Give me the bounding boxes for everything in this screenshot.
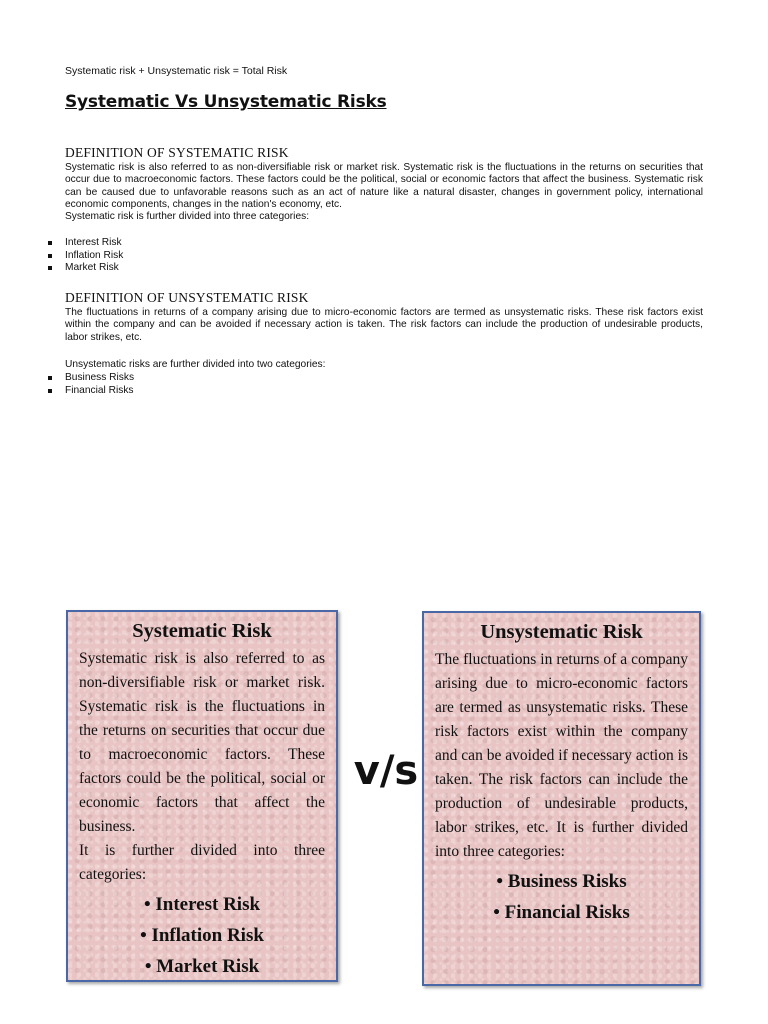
unsystematic-divided-text: Unsystematic risks are further divided into two categories: [65, 359, 326, 370]
list-item: • Business Risks [496, 871, 627, 892]
bullet-icon [48, 389, 52, 393]
bullet-icon [48, 376, 52, 380]
unsystematic-box-title: Unsystematic Risk [480, 621, 643, 643]
bullet-icon [48, 254, 52, 258]
unsystematic-box-list [435, 866, 688, 928]
unsystematic-box-body: The fluctuations in returns of a company arising due to micro-economic factors are termed as unsystematic risks. These risk factors exist within the company and can be avoided if necessary action is taken. The risk factors can include the production of undesirable products, labor strikes, etc. It is further divided into three categories: [435, 651, 688, 860]
systematic-paragraph: Systematic risk is also referred to as non-diversifiable risk or market risk. Systematic risk is the fluctuations in the returns on securities that occur due to macroeconomic factors. These factors could be the political, social or economic factors that affect the business. Systematic risk can be caused due to unfavorable reasons such as an act of nature like a natural disaster, changes in government policy, international economic components, changes in the nation's economy, etc. [65, 162, 703, 211]
list-item-label: Interest Risk [65, 237, 122, 248]
systematic-risk-box [66, 610, 338, 982]
page-title: Systematic Vs Unsystematic Risks [65, 92, 387, 112]
list-item-label: Business Risks [65, 372, 135, 383]
list-item [48, 372, 134, 385]
systematic-heading: DEFINITION OF SYSTEMATIC RISK [65, 145, 289, 160]
total-risk-formula: Systematic risk + Unsystematic risk = Total Risk [65, 65, 288, 77]
unsystematic-category-list [48, 372, 134, 397]
unsystematic-heading: DEFINITION OF UNSYSTEMATIC RISK [65, 290, 309, 305]
list-item: • Interest Risk [143, 894, 261, 915]
systematic-box-list [79, 889, 325, 982]
list-item [48, 250, 123, 263]
list-item-label: Financial Risks [65, 384, 134, 396]
list-item [48, 385, 134, 398]
list-item [48, 237, 123, 250]
systematic-box-divided: It is further divided into three categories: [79, 842, 325, 883]
list-item: • Market Risk [144, 956, 260, 977]
bullet-icon [48, 266, 52, 270]
list-item-label: Inflation Risk [65, 249, 124, 261]
systematic-box-body: Systematic risk is also referred to as non-diversifiable risk or market risk. Systematic risk is the fluctuations in the returns on securities that occur due to macroeconomic factors. These factors could be the political, social or economic factors that affect the business. [79, 650, 325, 835]
systematic-category-list [48, 237, 123, 275]
bullet-icon [48, 241, 52, 245]
systematic-divided-text: Systematic risk is further divided into three categories: [65, 211, 310, 222]
list-item: • Financial Risks [493, 902, 630, 923]
unsystematic-paragraph: The fluctuations in returns of a company arising due to micro-economic factors are termed as unsystematic risks. These risk factors exist within the company and can be avoided if necessary action is taken. The risk factors can include the production of undesirable products, labor strikes, etc. [65, 307, 703, 343]
list-item [48, 262, 123, 275]
versus-label: v/s [353, 748, 419, 794]
list-item: • Inflation Risk [140, 925, 264, 946]
unsystematic-risk-box [422, 611, 701, 986]
systematic-box-title: Systematic Risk [132, 620, 272, 642]
list-item-label: Market Risk [65, 262, 119, 274]
